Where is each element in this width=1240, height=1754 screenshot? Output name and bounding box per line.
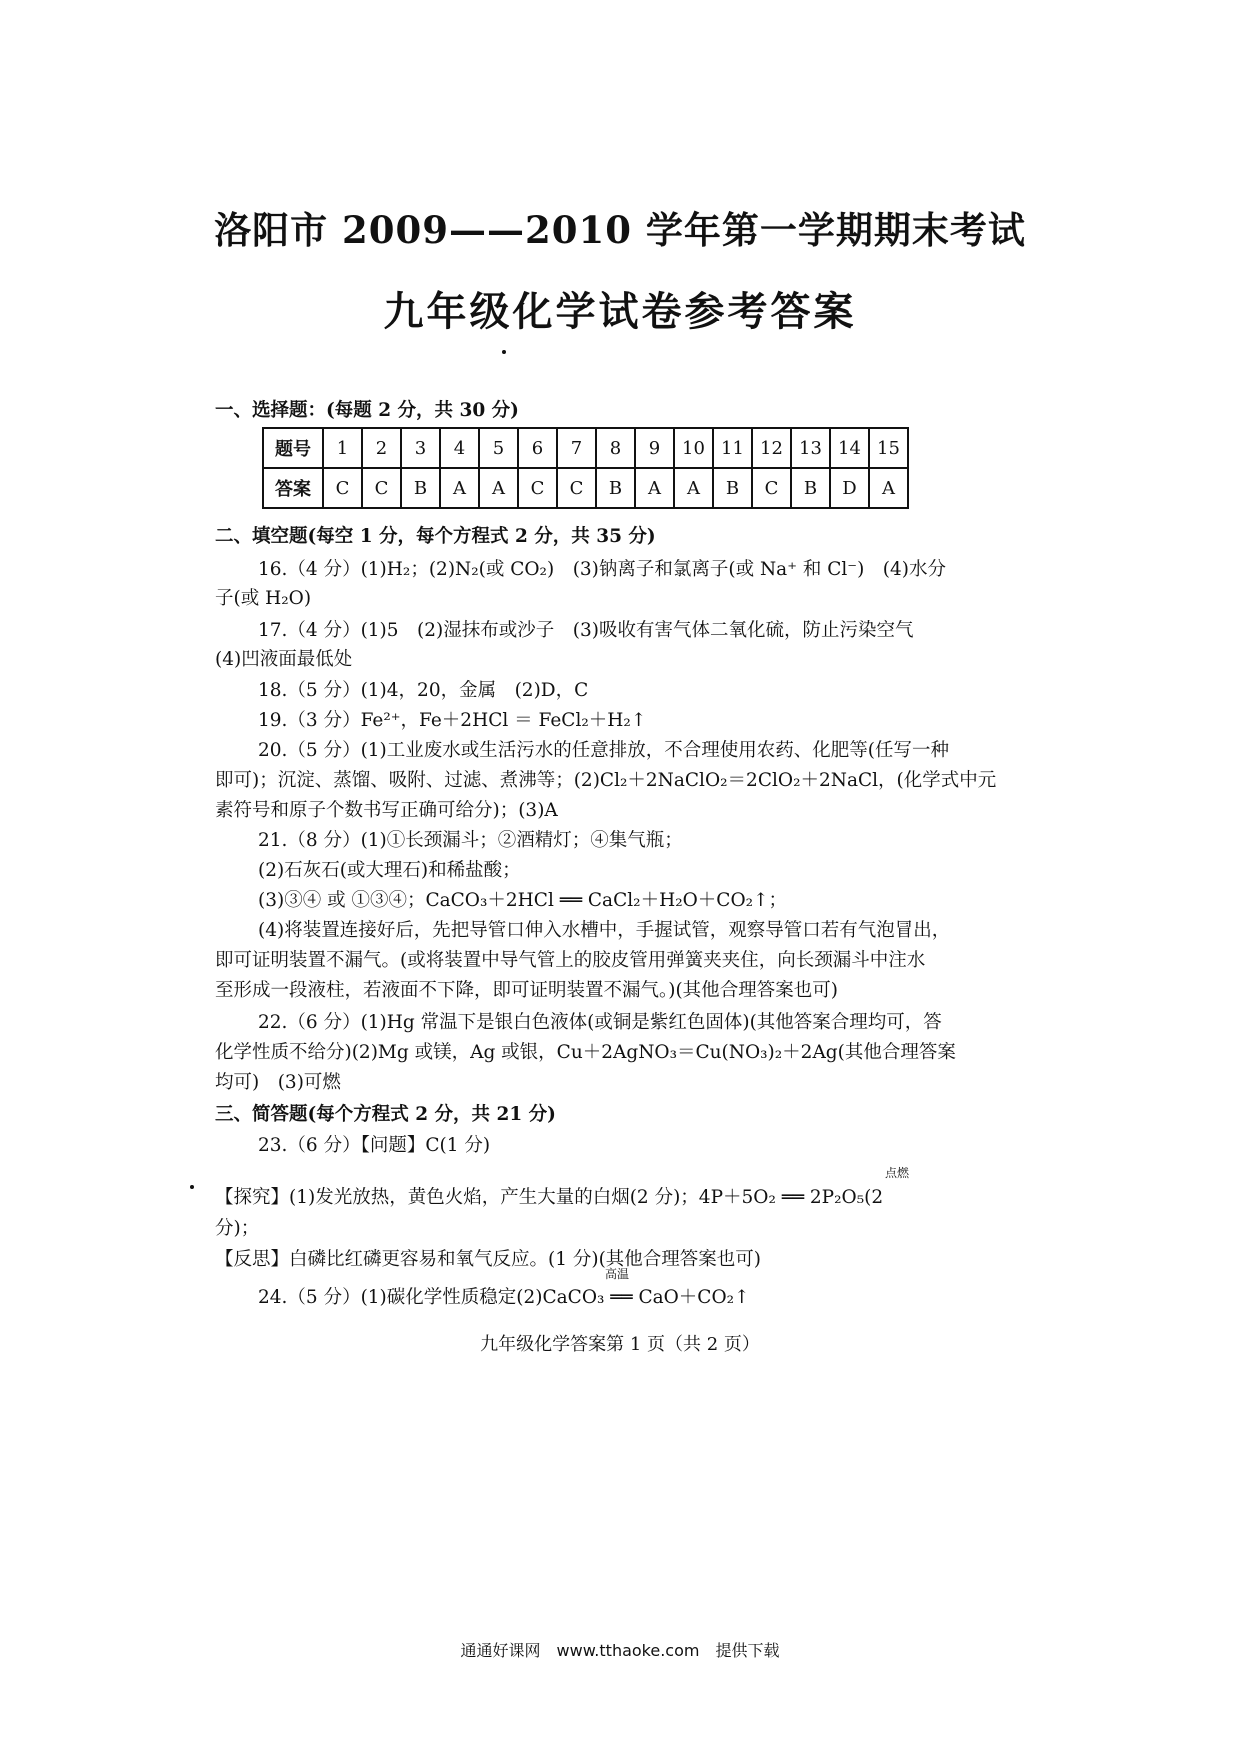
section2-heading: 二、填空题(每空 1 分，每个方程式 2 分，共 35 分) xyxy=(215,526,656,547)
question-number: 7 xyxy=(557,428,596,468)
question-number: 10 xyxy=(674,428,713,468)
answer-21-line5: 即可证明装置不漏气。(或将装置中导气管上的胶皮管用弹簧夹夹住，向长颈漏斗中注水 xyxy=(215,950,926,971)
answer-18: 18.（5 分）(1)4，20，金属 (2)D，C xyxy=(258,680,589,701)
answer-22-line3: 均可) (3)可燃 xyxy=(215,1072,341,1093)
answer-17-line1: 17.（4 分）(1)5 (2)湿抹布或沙子 (3)吸收有害气体二氧化硫，防止污染空气 xyxy=(258,620,914,641)
question-number: 2 xyxy=(362,428,401,468)
page-footer: 九年级化学答案第 1 页（共 2 页） xyxy=(480,1334,760,1355)
answer-cell: B xyxy=(401,468,440,508)
question-number: 5 xyxy=(479,428,518,468)
section1-heading: 一、选择题：(每题 2 分，共 30 分) xyxy=(215,400,519,421)
row-header-answer: 答案 xyxy=(263,468,323,508)
answer-cell: B xyxy=(596,468,635,508)
answer-cell: A xyxy=(479,468,518,508)
exam-title: 洛阳市 2009——2010 学年第一学期期末考试 xyxy=(214,208,1026,252)
answer-16-line2: 子(或 H₂O) xyxy=(215,588,312,609)
answer-17-line2: (4)凹液面最低处 xyxy=(215,649,353,670)
multiple-choice-answer-table xyxy=(262,427,909,509)
question-number: 15 xyxy=(869,428,908,468)
answer-cell: C xyxy=(557,468,596,508)
answer-16-line1: 16.（4 分）(1)H₂；(2)N₂(或 CO₂) (3)钠离子和氯离子(或 Na⁺ 和 Cl⁻) (4)水分 xyxy=(258,559,946,580)
answer-cell: C xyxy=(362,468,401,508)
answer-21-line4: (4)将装置连接好后，先把导管口伸入水槽中，手握试管，观察导管口若有气泡冒出， xyxy=(258,920,951,941)
scan-speck xyxy=(502,350,506,354)
answer-cell: A xyxy=(440,468,479,508)
answer-cell: C xyxy=(323,468,362,508)
answer-23-line1: 23.（6 分）【问题】C(1 分) xyxy=(258,1135,491,1156)
condition-high-temp-label: 高温 xyxy=(605,1267,630,1281)
question-number: 6 xyxy=(518,428,557,468)
answer-21-line6: 至形成一段液柱，若液面不下降，即可证明装置不漏气。)(其他合理答案也可) xyxy=(215,980,838,1001)
answer-20-line1: 20.（5 分）(1)工业废水或生活污水的任意排放，不合理使用农药、化肥等(任写一种 xyxy=(258,740,949,761)
question-number: 8 xyxy=(596,428,635,468)
question-number: 9 xyxy=(635,428,674,468)
download-credit: 通通好课网 www.tthaoke.com 提供下载 xyxy=(460,1641,780,1660)
section3-heading: 三、简答题(每个方程式 2 分，共 21 分) xyxy=(215,1104,556,1125)
condition-ignite-label: 点燃 xyxy=(885,1166,910,1180)
question-number: 4 xyxy=(440,428,479,468)
answer-21-line2: (2)石灰石(或大理石)和稀盐酸； xyxy=(258,860,521,881)
answer-cell: D xyxy=(830,468,869,508)
row-header-number: 题号 xyxy=(263,428,323,468)
answer-22-line1: 22.（6 分）(1)Hg 常温下是银白色液体(或铜是紫红色固体)(其他答案合理均可，答 xyxy=(258,1012,942,1033)
answer-23-line3: 分)； xyxy=(215,1218,260,1239)
question-number: 11 xyxy=(713,428,752,468)
answer-cell: C xyxy=(752,468,791,508)
answer-23-line2: 【探究】(1)发光放热，黄色火焰，产生大量的白烟(2 分)；4P＋5O₂ ══ 2P₂O₅(2 xyxy=(215,1187,884,1208)
answer-19: 19.（3 分）Fe²⁺，Fe＋2HCl ＝ FeCl₂＋H₂↑ xyxy=(258,710,647,731)
table-row-numbers xyxy=(263,428,908,468)
scan-speck xyxy=(190,1185,194,1189)
answer-21-line1: 21.（8 分）(1)①长颈漏斗；②酒精灯；④集气瓶； xyxy=(258,830,683,851)
answer-24: 24.（5 分）(1)碳化学性质稳定(2)CaCO₃ ══ CaO＋CO₂↑ xyxy=(258,1287,750,1308)
table-row-answers xyxy=(263,468,908,508)
answer-20-line2: 即可)；沉淀、蒸馏、吸附、过滤、煮沸等；(2)Cl₂＋2NaClO₂＝2ClO₂＋2NaCl，(化学式中元 xyxy=(215,770,997,791)
answer-cell: A xyxy=(635,468,674,508)
answer-cell: B xyxy=(791,468,830,508)
question-number: 12 xyxy=(752,428,791,468)
answer-21-line3: (3)③④ 或 ①③④；CaCO₃＋2HCl ══ CaCl₂＋H₂O＋CO₂↑； xyxy=(258,890,788,911)
answer-cell: A xyxy=(869,468,908,508)
question-number: 3 xyxy=(401,428,440,468)
answer-cell: B xyxy=(713,468,752,508)
answer-22-line2: 化学性质不给分)(2)Mg 或镁，Ag 或银，Cu＋2AgNO₃＝Cu(NO₃)₂＋2Ag(其他合理答案 xyxy=(215,1042,956,1063)
answer-cell: C xyxy=(518,468,557,508)
question-number: 14 xyxy=(830,428,869,468)
answer-cell: A xyxy=(674,468,713,508)
question-number: 1 xyxy=(323,428,362,468)
answer-23-line4: 【反思】白磷比红磷更容易和氧气反应。(1 分)(其他合理答案也可) xyxy=(215,1249,762,1270)
answer-20-line3: 素符号和原子个数书写正确可给分)；(3)A xyxy=(215,800,558,821)
question-number: 13 xyxy=(791,428,830,468)
exam-subtitle: 九年级化学试卷参考答案 xyxy=(383,288,857,335)
